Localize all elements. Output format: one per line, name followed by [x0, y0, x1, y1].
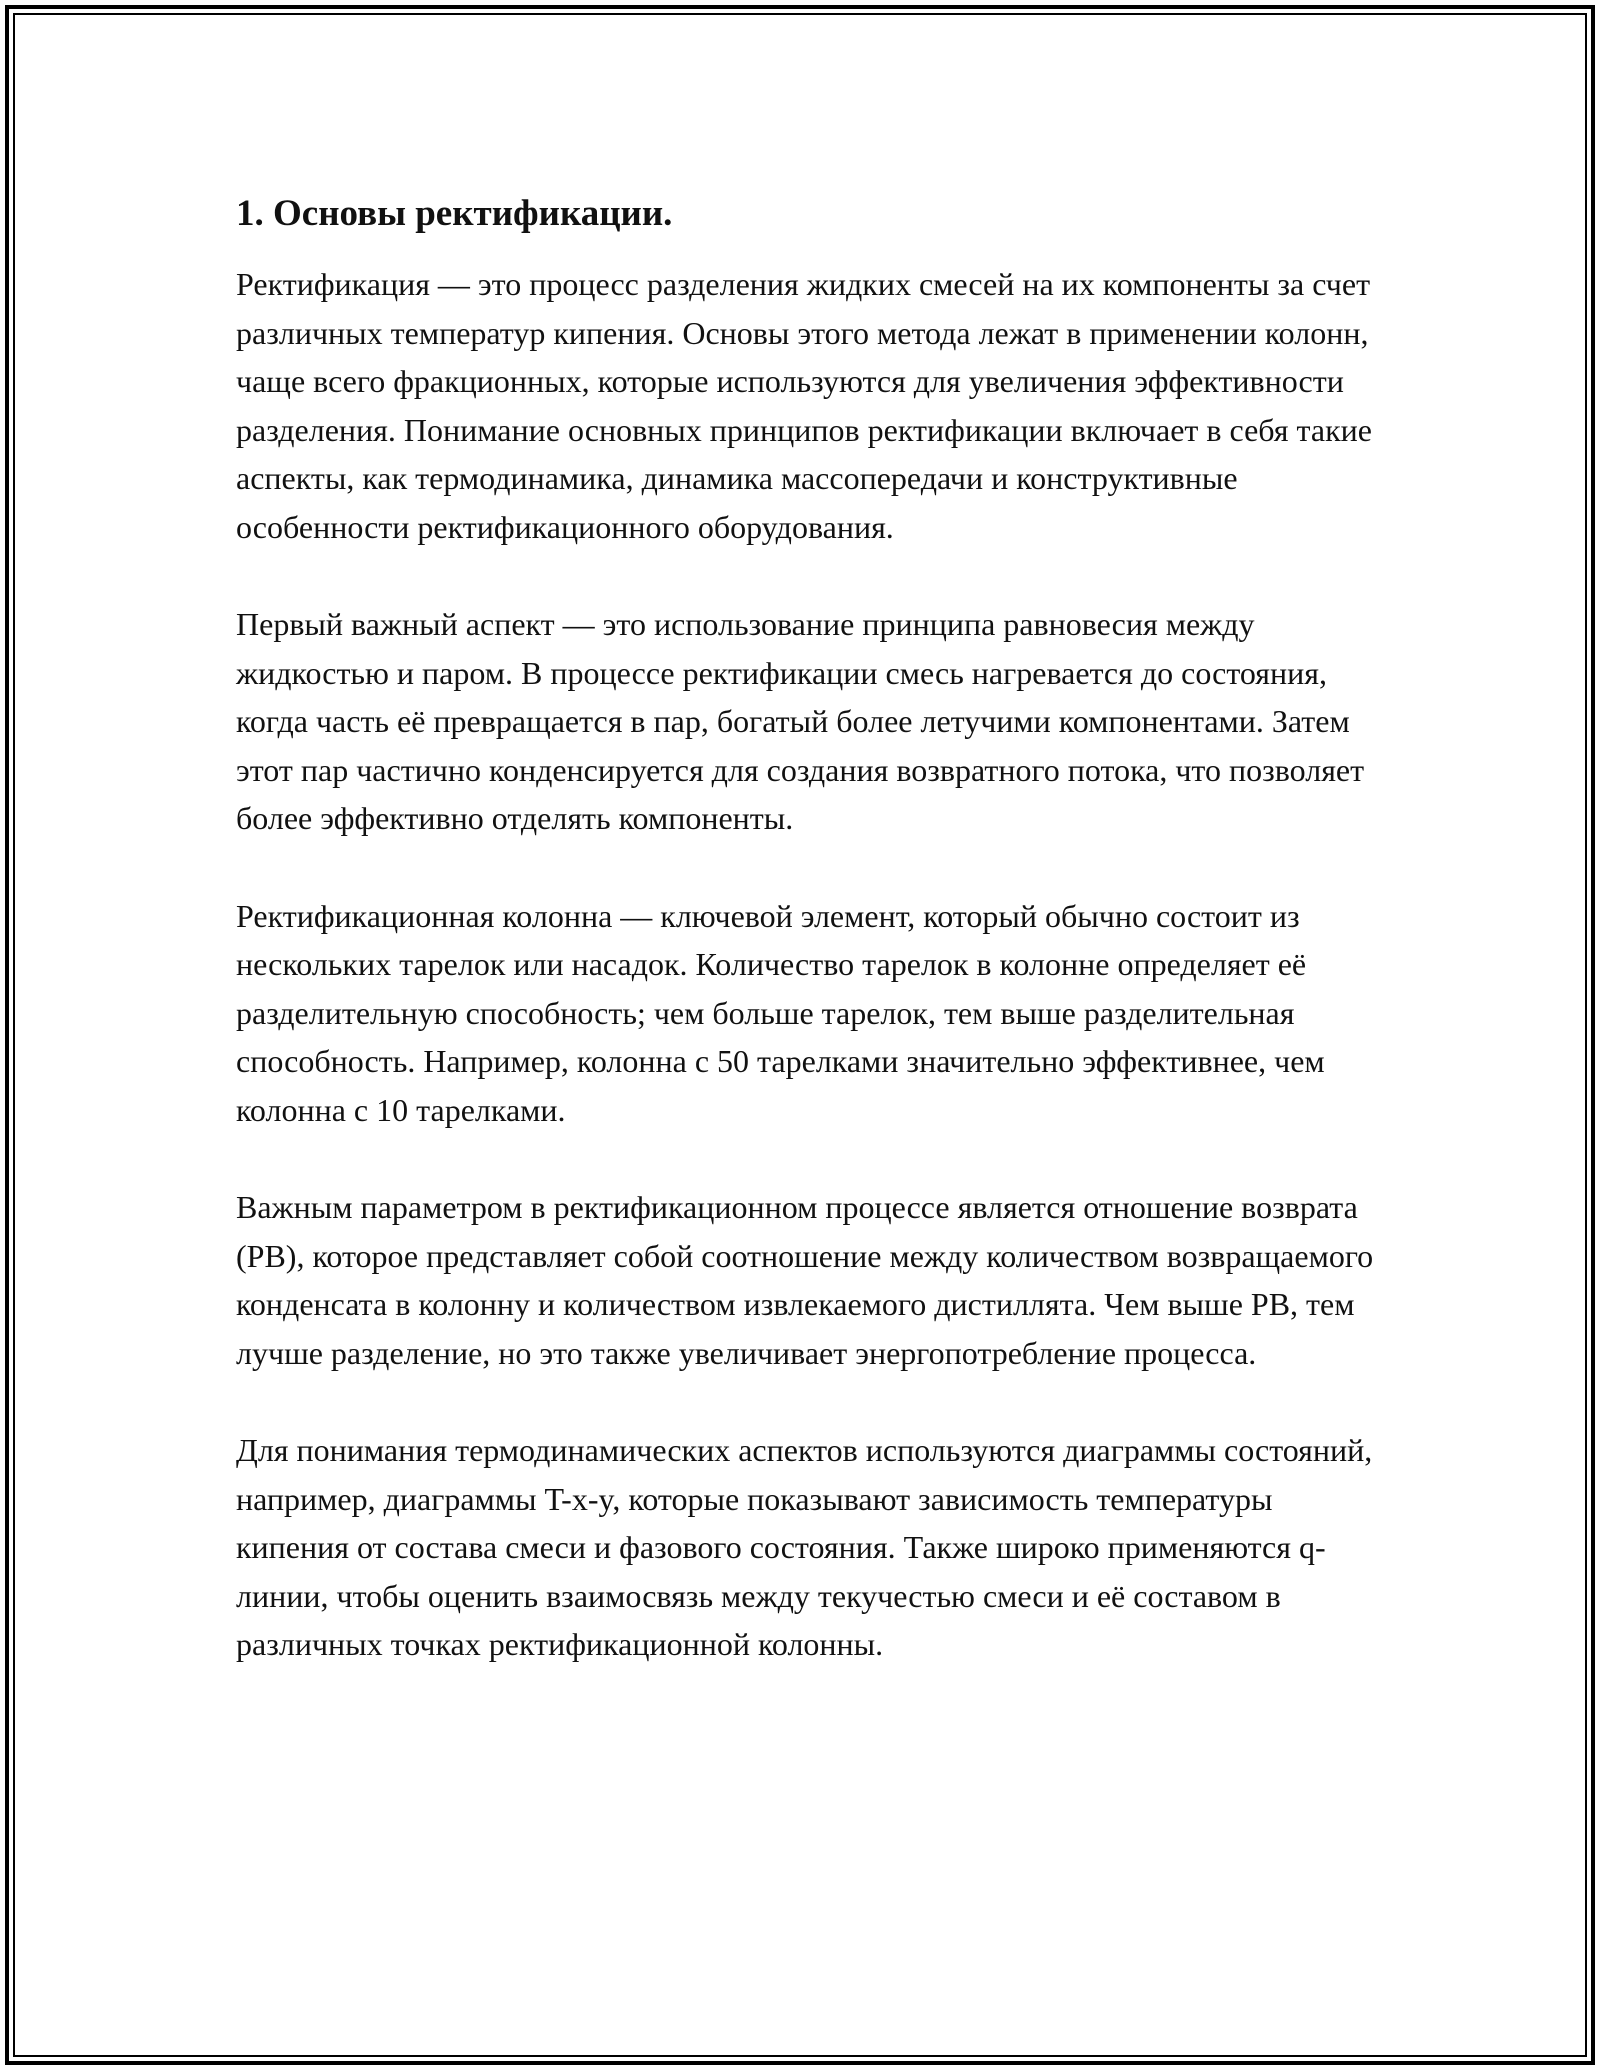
paragraph-thermodynamics: Для понимания термодинамических аспектов используются диаграммы состояний, например, диаграммы T-x-y, которые показывают зависимость температуры кипения от состава смеси и фазового состояния. Также широко применяются q-линии, чтобы оценить взаимосвязь между текучестью смеси и её составом в различных точках ректификационной колонны. [236, 1432, 1373, 1662]
document-body [236, 188, 1376, 1669]
section-heading: 1. Основы ректификации. [236, 193, 673, 234]
paragraph-column: Ректификационная колонна — ключевой элемент, который обычно состоит из нескольких тарелок или насадок. Количество тарелок в колонне определяет её разделительную способность; чем больше тарелок, тем выше разделительная способность. Например, колонна с 50 тарелками значительно эффективнее, чем колонна с 10 тарелками. [236, 897, 1325, 1128]
paragraph-equilibrium: Первый важный аспект — это использование принципа равновесия между жидкостью и паром. В процессе ректификации смесь нагревается до состояния, когда часть её превращается в пар, богатый более летучими компонентами. Затем этот пар частично конденсируется для создания возвратного потока, что позволяет более эффективно отделять компоненты. [236, 606, 1365, 836]
paragraph-reflux-ratio: Важным параметром в ректификационном процессе является отношение возврата (РВ), которое представляет собой соотношение между количеством возвращаемого конденсата в колонну и количеством извлекаемого дистиллята. Чем выше РВ, тем лучше разделение, но это также увеличивает энергопотребление процесса. [236, 1189, 1374, 1371]
paragraph-definition: Ректификация — это процесс разделения жидких смесей на их компоненты за счет различных температур кипения. Основы этого метода лежат в применении колонн, чаще всего фракционных, которые используются для увеличения эффективности разделения. Понимание основных принципов ректификации включает в себя такие аспекты, как термодинамика, динамика массопередачи и конструктивные особенности ректификационного оборудования. [236, 266, 1372, 545]
